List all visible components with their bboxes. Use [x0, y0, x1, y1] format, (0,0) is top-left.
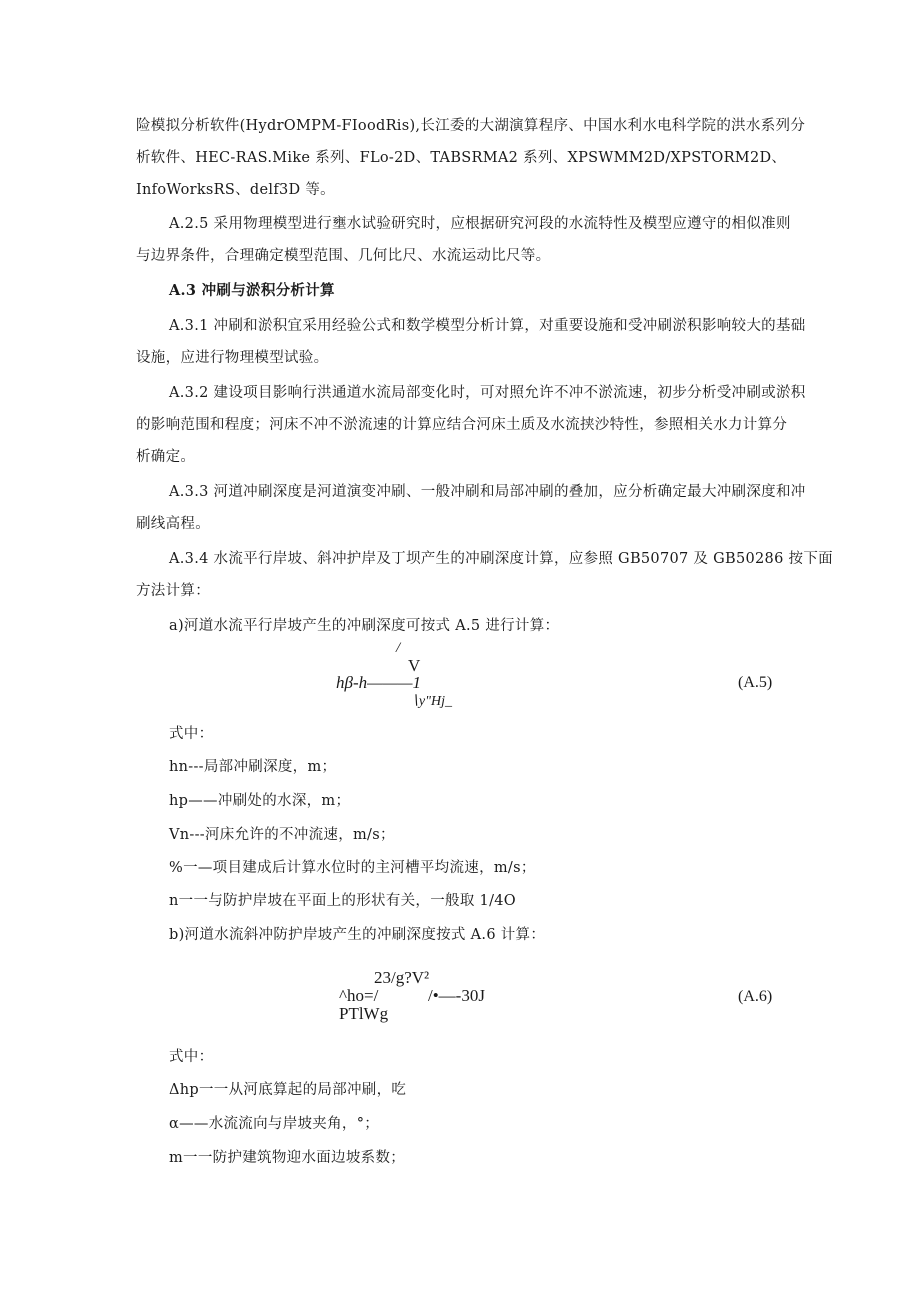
- section-heading-a3: A.3 冲刷与淤积分析计算: [169, 282, 335, 299]
- formula-a6-main-right: /•—-30J: [428, 986, 485, 1005]
- formula-a6-main-left: ^ho=/: [339, 986, 379, 1005]
- variable-definition: %一—项目建成后计算水位时的主河槽平均流速，m/s；: [169, 860, 536, 876]
- clause-a25-line: 与边界条件，合理确定模型范围、几何比尺、水流运动比尺等。: [136, 248, 551, 264]
- variable-definition: α——水流流向与岸坡夹角，°；: [169, 1116, 380, 1132]
- paragraph-line: 析软件、HEC-RAS.Mike 系列、FLo-2D、TABSRMA2 系列、XPSWMM2D∕XPSTORM2D、: [136, 150, 787, 166]
- clause-a32-line: 析确定。: [136, 449, 196, 465]
- variable-definition: hn---局部冲刷深度，m；: [169, 759, 337, 775]
- clause-a32-line: A.3.2 建设项目影响行洪通道水流局部变化时，可对照允许不冲不淤流速，初步分析受冲刷或淤积: [169, 385, 806, 401]
- paragraph-line: InfoWorksRS、delf3D 等。: [136, 182, 335, 198]
- variable-definition: Vn---河床允许的不冲流速，m/s；: [169, 827, 395, 843]
- clause-a31-line: 设施，应进行物理模型试验。: [136, 350, 329, 366]
- equation-number-a5: (A.5): [738, 674, 773, 691]
- variable-definition: hp——冲刷处的水深，m；: [169, 793, 351, 809]
- clause-a34-line: 方法计算：: [136, 583, 210, 599]
- where-label: 式中：: [169, 1049, 214, 1065]
- item-a: a)河道水流平行岸坡产生的冲刷深度可按式 A.5 进行计算：: [169, 618, 560, 634]
- formula-a5-slash: /: [396, 640, 401, 656]
- variable-definition: n一一与防护岸坡在平面上的形状有关，一般取 1/4O: [169, 893, 516, 909]
- clause-a25-line: A.2.5 采用物理模型进行壅水试验研究时，应根据研究河段的水流特性及模型应遵守的相似准则: [169, 216, 791, 232]
- formula-a5-main: hβ-h———1: [336, 673, 421, 692]
- formula-a5-v: V: [408, 656, 421, 675]
- where-label: 式中：: [169, 726, 214, 742]
- clause-a33-line: A.3.3 河道冲刷深度是河道演变冲刷、一般冲刷和局部冲刷的叠加，应分析确定最大冲刷深度和冲: [169, 484, 806, 500]
- equation-number-a6: (A.6): [738, 988, 773, 1005]
- item-b: b)河道水流斜冲防护岸坡产生的冲刷深度按式 A.6 计算：: [169, 927, 546, 943]
- formula-a6-bottom: PTlWg: [339, 1004, 389, 1023]
- clause-a34-line: A.3.4 水流平行岸坡、斜冲护岸及丁坝产生的冲刷深度计算，应参照 GB50707 及 GB50286 按下面: [169, 551, 833, 567]
- clause-a33-line: 刷线高程。: [136, 516, 210, 532]
- variable-definition: m一一防护建筑物迎水面边坡系数；: [169, 1150, 406, 1166]
- clause-a31-line: A.3.1 冲刷和淤积宜采用经验公式和数学模型分析计算，对重要设施和受冲刷淤积影响较大的基础: [169, 318, 806, 334]
- formula-a6-top: 23/g?V²: [374, 968, 430, 987]
- paragraph-line: 险模拟分析软件(HydrOMPM-FIoodRis),长江委的大湖演算程序、中国水利水电科学院的洪水系列分: [136, 118, 806, 134]
- formula-a5-denominator: ∖y"Hj_: [410, 694, 453, 709]
- variable-definition: Δhp一一从河底算起的局部冲刷，吃: [169, 1082, 407, 1098]
- clause-a32-line: 的影响范围和程度；河床不冲不淤流速的计算应结合河床土质及水流挟沙特性，参照相关水力计算分: [136, 417, 788, 433]
